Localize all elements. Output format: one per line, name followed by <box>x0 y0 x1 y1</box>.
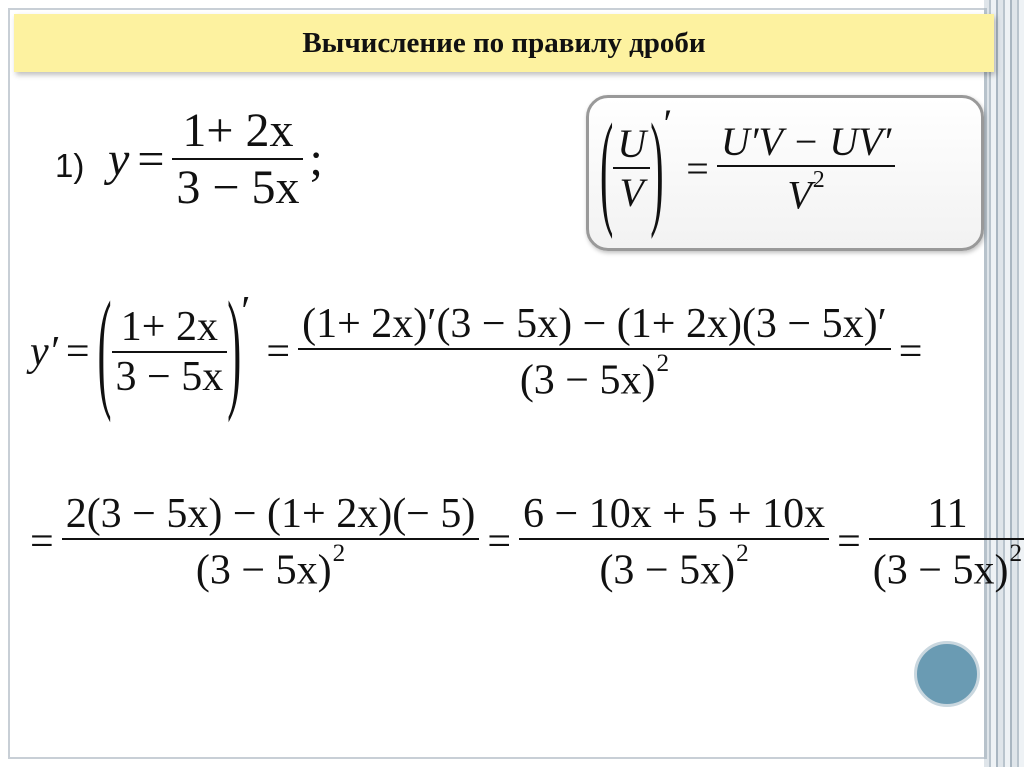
eq-sign: = <box>65 329 90 376</box>
rule-denominator: V <box>619 170 644 216</box>
step-fraction-1 <box>62 490 480 595</box>
left-paren: ( <box>97 278 112 426</box>
eq-sign: = <box>837 519 861 566</box>
den-base: (3 − 5x) <box>599 547 736 594</box>
den-base: (3 − 5x) <box>519 357 656 404</box>
rule-result-numerator: U′V − UV′ <box>720 119 892 164</box>
inner-denominator: 3 − 5x <box>115 354 224 401</box>
example-semicolon: ; <box>309 132 323 186</box>
inner-fraction <box>112 303 228 401</box>
example-equation <box>108 103 323 215</box>
derivation-line-2 <box>30 490 1024 595</box>
step3-numerator: 11 <box>927 491 968 537</box>
example-numerator: 1+ 2x <box>182 104 294 157</box>
step-fraction-3 <box>869 490 1024 595</box>
eq-sign: = <box>487 519 512 566</box>
step-fraction-2 <box>519 490 829 595</box>
example-label: 1) <box>55 147 85 184</box>
step1-numerator: 2(3 − 5x) − (1+ 2x)(− 5) <box>65 491 476 537</box>
slide-frame-right <box>984 8 987 759</box>
derivation-line-1 <box>30 278 930 426</box>
outer-prime: ′ <box>241 289 251 335</box>
page-title: Вычисление по правилу дроби <box>302 26 706 59</box>
quotient-rule-formula <box>600 96 895 241</box>
den-exp: 2 <box>332 540 346 567</box>
rule-result-denominator <box>783 167 828 219</box>
inner-numerator: 1+ 2x <box>120 304 218 351</box>
slide-frame-top <box>8 8 984 10</box>
expanded-denominator <box>516 350 673 405</box>
step2-numerator: 6 − 10x + 5 + 10x <box>523 491 826 537</box>
title-bar <box>14 14 994 72</box>
den-base: (3 − 5x) <box>872 547 1009 594</box>
eq-sign: = <box>266 329 291 376</box>
example-lhs: y <box>108 132 130 186</box>
example-eq-sign: = <box>137 132 165 186</box>
rule-den-base: V <box>787 172 812 218</box>
step3-denominator <box>869 540 1024 595</box>
rule-result-fraction <box>717 118 895 219</box>
den-exp: 2 <box>1009 540 1023 567</box>
left-paren: ( <box>600 96 614 241</box>
expanded-fraction <box>298 300 891 405</box>
den-base: (3 − 5x) <box>195 547 332 594</box>
rule-numerator: U <box>617 121 647 167</box>
eq-sign: = <box>898 329 923 376</box>
eq-sign: = <box>30 519 54 566</box>
rule-den-exp: 2 <box>812 167 825 193</box>
rule-prime: ′ <box>663 101 673 146</box>
decorative-circle <box>914 641 980 707</box>
slide-frame-left <box>8 8 10 759</box>
slide-border-stripes <box>984 0 1024 767</box>
step2-denominator <box>595 540 752 595</box>
den-exp: 2 <box>656 350 670 377</box>
right-paren: ) <box>650 96 664 241</box>
step1-denominator <box>192 540 349 595</box>
example-denominator: 3 − 5x <box>176 161 300 214</box>
rule-eq-sign: = <box>686 145 709 191</box>
example-fraction <box>172 103 303 215</box>
slide-frame-bottom <box>8 757 984 759</box>
right-paren: ) <box>227 278 242 426</box>
den-exp: 2 <box>736 540 749 567</box>
expanded-numerator: (1+ 2x)′(3 − 5x) − (1+ 2x)(3 − 5x)′ <box>302 301 887 347</box>
derivative-lhs: y′ <box>30 329 58 376</box>
rule-fraction <box>613 120 650 216</box>
